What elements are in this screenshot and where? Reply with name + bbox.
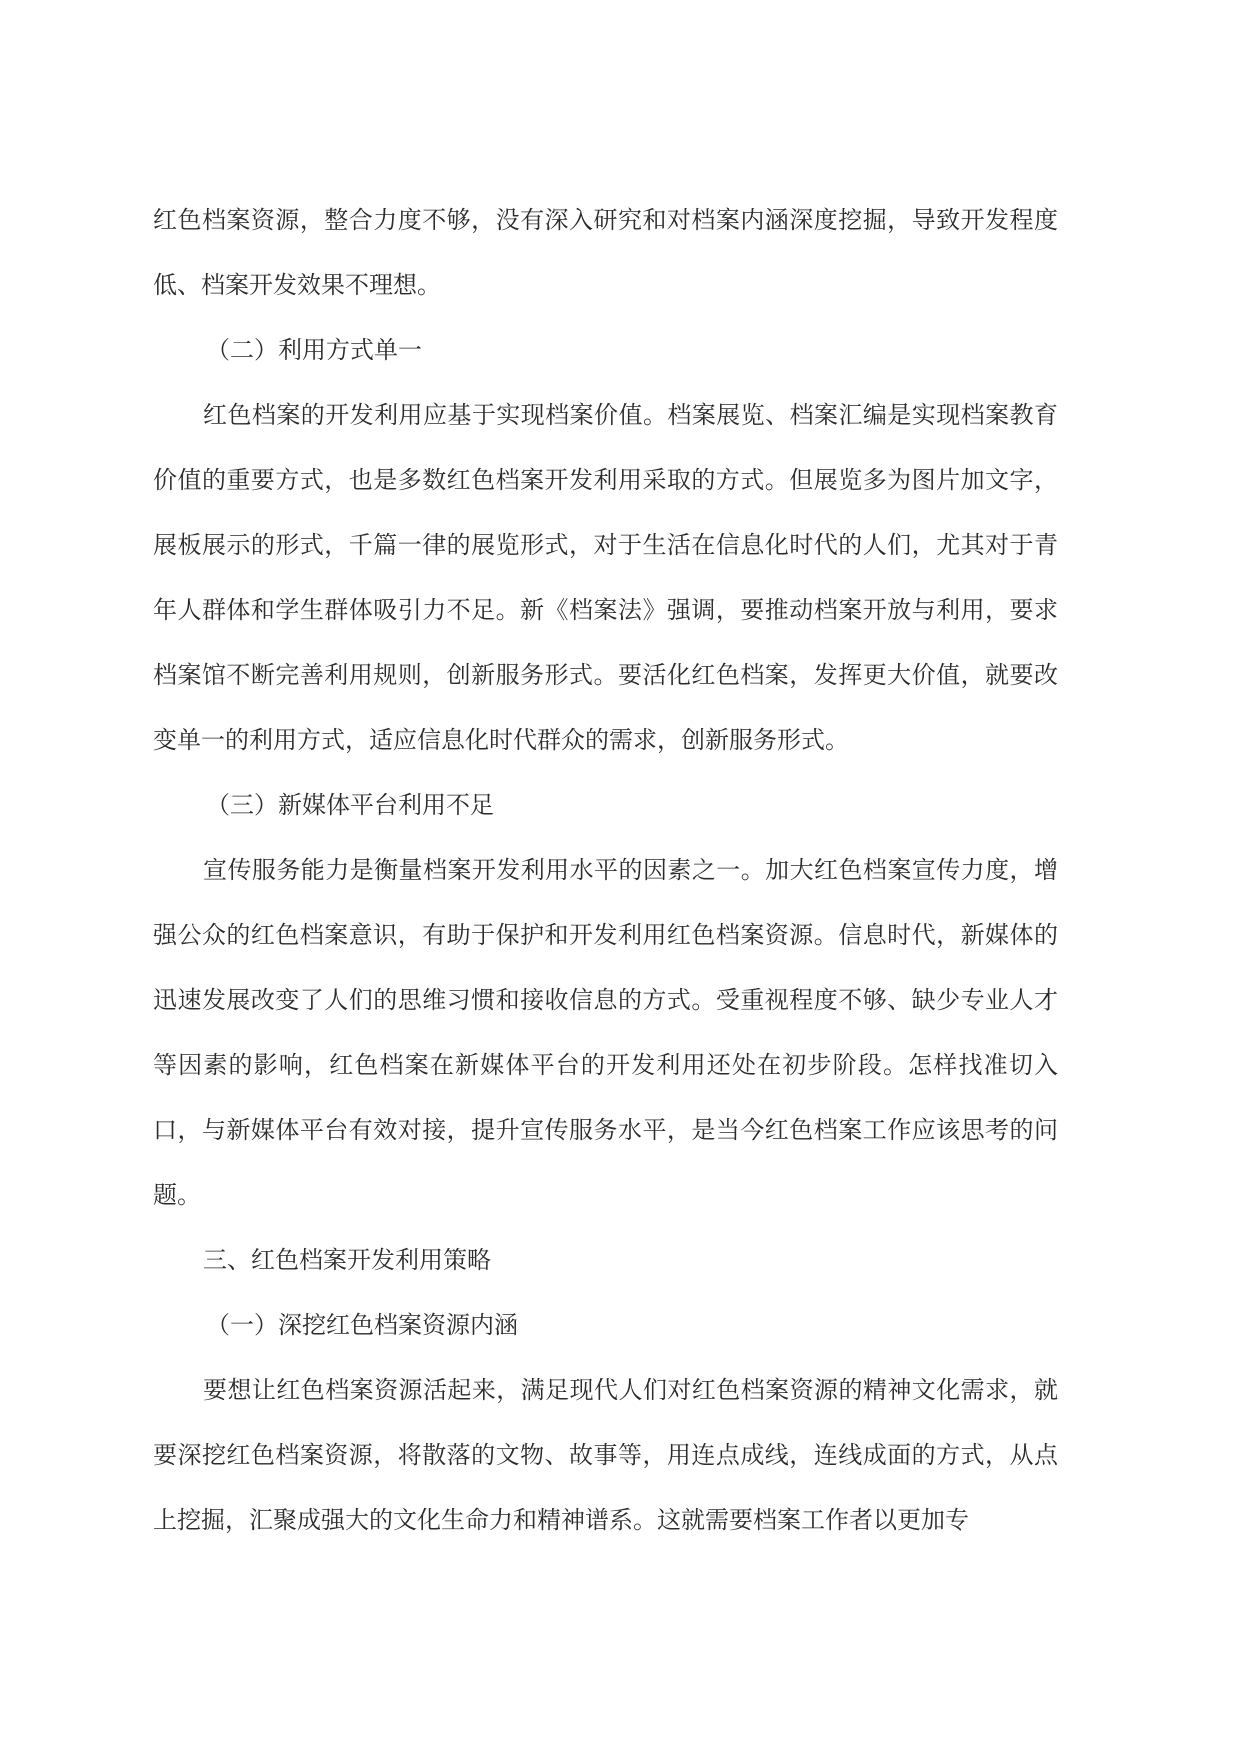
section-heading-new-media: （三）新媒体平台利用不足 <box>206 791 494 819</box>
paragraph-single-use: 红色档案的开发利用应基于实现档案价值。档案展览、档案汇编是实现档案教育价值的重要方式，也是多数红色档案开发利用采取的方式。但展览多为图片加文字，展板展示的形式，千篇一律的展览形式，对于生活在信息化时代的人们，尤其对于青年人群体和学生群体吸引力不足。新《档案法》强调，要推动档案开放与利用，要求档案馆不断完善利用规则，创新服务形式。要活化红色档案，发挥更大价值，就要改变单一的利用方式，适应信息化时代群众的需求，创新服务形式。 <box>153 401 1058 754</box>
document-body <box>153 188 1058 1553</box>
paragraph-dig-resources: 要想让红色档案资源活起来，满足现代人们对红色档案资源的精神文化需求，就要深挖红色档案资源，将散落的文物、故事等，用连点成线，连线成面的方式，从点上挖掘，汇聚成强大的文化生命力和精神谱系。这就需要档案工作者以更加专 <box>153 1376 1058 1534</box>
paragraph-new-media: 宣传服务能力是衡量档案开发利用水平的因素之一。加大红色档案宣传力度，增强公众的红色档案意识，有助于保护和开发利用红色档案资源。信息时代，新媒体的迅速发展改变了人们的思维习惯和接收信息的方式。受重视程度不够、缺少专业人才等因素的影响，红色档案在新媒体平台的开发利用还处在初步阶段。怎样找准切入口，与新媒体平台有效对接，提升宣传服务水平，是当今红色档案工作应该思考的问题。 <box>153 856 1058 1209</box>
chapter-heading-strategy: 三、红色档案开发利用策略 <box>203 1246 491 1274</box>
section-heading-dig-resources: （一）深挖红色档案资源内涵 <box>206 1311 518 1339</box>
section-heading-single-use: （二）利用方式单一 <box>206 336 422 364</box>
paragraph-continuation: 红色档案资源，整合力度不够，没有深入研究和对档案内涵深度挖掘，导致开发程度低、档案开发效果不理想。 <box>153 206 1058 299</box>
